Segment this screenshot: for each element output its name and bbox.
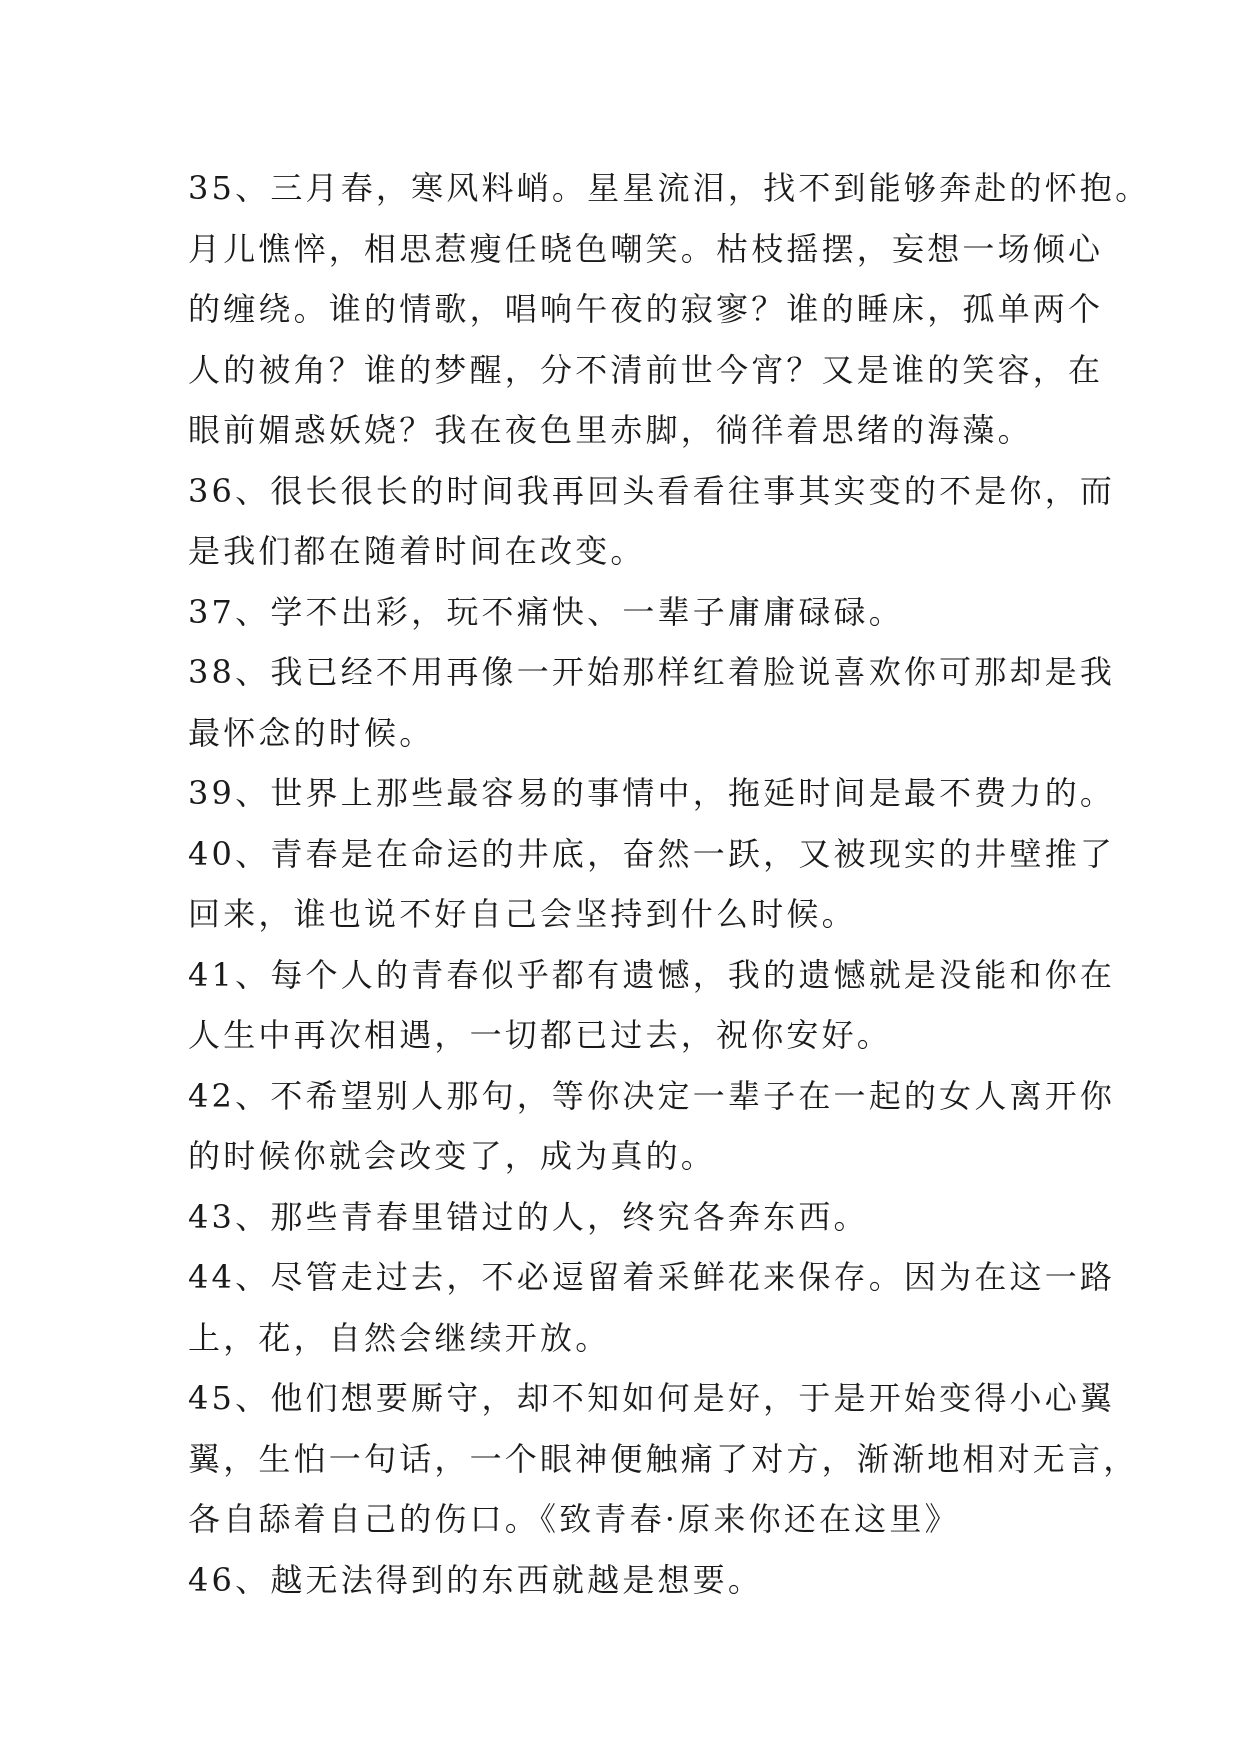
text-line: 35、三月春，寒风料峭。星星流泪，找不到能够奔赴的怀抱。: [188, 169, 1151, 207]
text-line: 44、尽管走过去，不必逗留着采鲜花来保存。因为在这一路: [188, 1258, 1116, 1296]
text-line: 上，花，自然会继续开放。: [188, 1318, 611, 1357]
text-line: 月儿憔悴，相思惹瘦任晓色嘲笑。枯枝摇摆，妄想一场倾心: [188, 229, 1104, 268]
text-line: 的缠绕。谁的情歌，唱响午夜的寂寥？谁的睡床，孤单两个: [188, 290, 1104, 328]
text-line: 45、他们想要厮守，却不知如何是好，于是开始变得小心翼: [188, 1379, 1116, 1417]
text-line: 最怀念的时候。: [188, 713, 435, 752]
text-line: 43、那些青春里错过的人，终究各奔东西。: [188, 1197, 869, 1236]
text-line: 翼，生怕一句话，一个眼神便触痛了对方，渐渐地相对无言，: [188, 1439, 1139, 1478]
text-line: 人生中再次相遇，一切都已过去，祝你安好。: [188, 1016, 893, 1054]
text-line: 36、很长很长的时间我再回头看看往事其实变的不是你，而: [188, 471, 1116, 510]
text-line: 42、不希望别人那句，等你决定一辈子在一起的女人离开你: [188, 1076, 1116, 1115]
text-line: 38、我已经不用再像一开始那样红着脸说喜欢你可那却是我: [188, 653, 1116, 691]
text-line: 各自舔着自己的伤口。《致青春·原来你还在这里》: [188, 1500, 960, 1538]
text-line: 40、青春是在命运的井底，奋然一跃，又被现实的井壁推了: [188, 834, 1116, 873]
text-line: 41、每个人的青春似乎都有遗憾，我的遗憾就是没能和你在: [188, 955, 1116, 994]
text-line: 46、越无法得到的东西就越是想要。: [188, 1560, 764, 1599]
text-line: 39、世界上那些最容易的事情中，拖延时间是最不费力的。: [188, 774, 1116, 812]
text-line: 37、学不出彩，玩不痛快、一辈子庸庸碌碌。: [188, 592, 904, 631]
document-body: [188, 158, 1151, 1610]
text-line: 眼前媚惑妖娆？我在夜色里赤脚，徜徉着思绪的海藻。: [188, 411, 1033, 449]
text-line: 是我们都在随着时间在改变。: [188, 532, 646, 570]
text-line: 的时候你就会改变了，成为真的。: [188, 1137, 717, 1175]
text-line: 回来，谁也说不好自己会坚持到什么时候。: [188, 895, 857, 933]
text-line: 人的被角？谁的梦醒，分不清前世今宵？又是谁的笑容，在: [188, 350, 1104, 389]
